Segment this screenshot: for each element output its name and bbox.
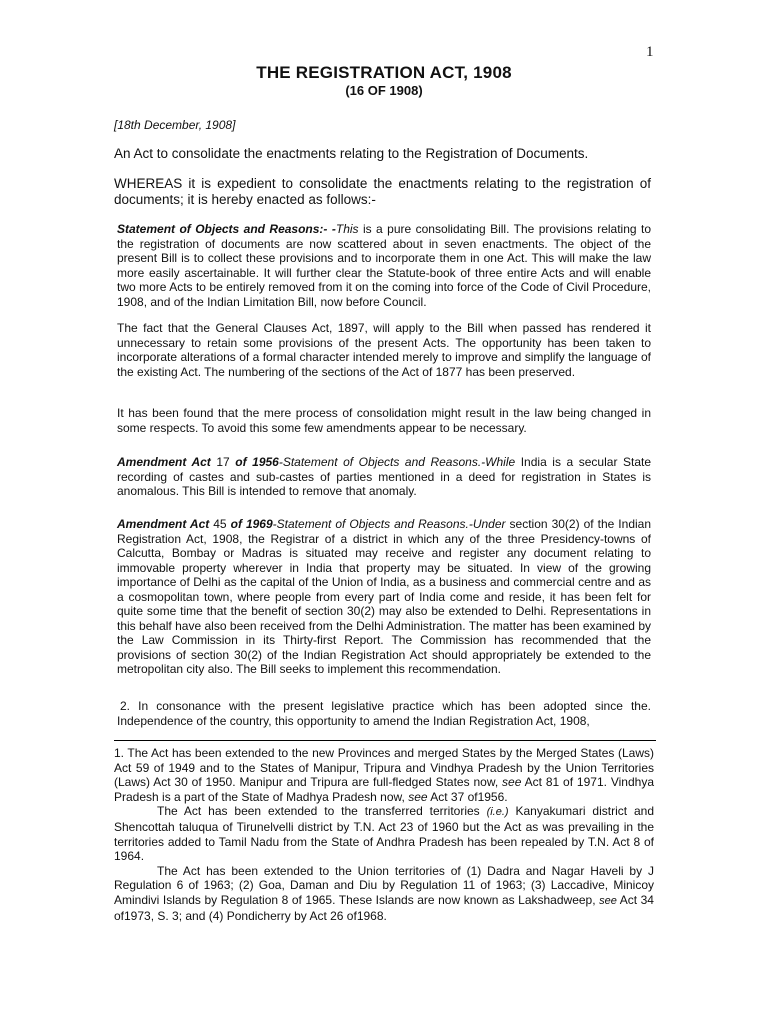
amend-1969-text: section 30(2) of the Indian Registration Act, 1908, the Registrar of a district in which any of the three Presidency-towns of Calcutta, Bombay or Madras is situated may receive and register any document relating to immovable property wherever in India that property may be situated. In view of the growing importance of Delhi as the capital of the Union of India, as a business and commercial centre and as a cosmopolitan town, where people from every part of India come and reside, it has been felt for quite some time that the benefit of section 30(2) may also be extended to Delhi. Representations in this behalf have also been received from the Delhi Administration. The matter has been examined by the Law Commission in its Thirty-first Report. The Commission has recommended that the provisions of section 30(2) of the Indian Registration Act should appropriately be extended to the metropolitan city also. The Bill seeks to implement this recommendation. (117, 517, 652, 676)
sor-lead: This (335, 222, 359, 236)
amendment-1956 (117, 455, 651, 499)
amend-1956-text: India is a secular State recording of castes and sub-castes of parties mentioned in a deed for registration in States is anomalous. This Bill is intended to remove that anomaly. (117, 455, 652, 498)
footnote-para-1 (114, 746, 654, 804)
footnote (114, 746, 654, 923)
footnote-text: 1. The Act has been extended to the new Provinces and merged States by the Merged States (Laws) Act 59 of 1949 and to the States of Manipur, Tripura and Vindhya Pradesh by the Union Territories (Laws) Act 30 of 1950. Manipur and Tripura are full-fledged States now, (114, 746, 654, 790)
footnote-text: Act 81 of 1971. Vindhya Pradesh is a part of the State of Madhya Pradesh now, (114, 775, 654, 804)
footnote-text: Kanyakumari district and Shencottah taluqua of Tirunelvelli district by T.N. Act 23 of 1960 but the Act as was prevailing in the territories added to Tamil Nadu from the State of Andhra Pradesh has been repealed by T.N. Act 8 of 1964. (114, 804, 654, 864)
footnote-para-2 (114, 804, 654, 863)
para-consolidation: It has been found that the mere process of consolidation might result in the law being changed in some respects. To avoid this some few amendments appear to be necessary. (117, 406, 651, 435)
amend-1969-label: Amendment Act (117, 517, 210, 531)
footnote-text: Act 34 of1973, S. 3; and (4) Pondicherry by Act 26 of1968. (114, 892, 654, 923)
sor-heading: Statement of Objects and Reasons:- - (117, 222, 336, 236)
footnote-text: Act 37 of1956. (427, 789, 508, 804)
amend-1969-number: 45 (209, 517, 231, 531)
statement-objects-reasons (117, 222, 651, 309)
footnote-see: see (408, 789, 428, 804)
para-general-clauses: The fact that the General Clauses Act, 1897, will apply to the Bill when passed has rendered it unnecessary to retain some provisions of the present Acts. The opportunity has been taken to incorporate alterations of a formal character intended merely to improve and simplify the language of the existing Act. The numbering of the sections of the Act of 1877 has been preserved. (117, 321, 651, 379)
document-title: THE REGISTRATION ACT, 1908 (256, 63, 512, 82)
amend-1956-number: 17 (210, 455, 236, 469)
footnote-see: see (599, 894, 617, 907)
amend-1956-label: Amendment Act (117, 455, 211, 469)
footnote-text: The Act has been extended to the Union territories of (1) Dadra and Nagar Haveli by J Regulation 6 of 1963; (2) Goa, Daman and Diu by Regulation 11 of 1963; (3) Laccadive, Minicoy Amindivi Islands by Regulation 8 of 1965. These Islands are now known as Lakshadweep, (114, 863, 654, 907)
sor-text: is a pure consolidating Bill. The provisions relating to the registration of documents are now scattered about in seven enactments. The object of the present Bill is to collect these provisions and to incorporate them in one Act. This will make the law more easily ascertainable. It will further clear the Statute-book of three entire Acts and will enable two more Acts to be entirely removed from it on the coming into force of the Code of Civil Procedure, 1908, and of the Indian Limitation Bill, now before Council. (117, 222, 651, 309)
document-subtitle: (16 OF 1908) (345, 83, 423, 98)
page-number: 1 (646, 44, 654, 60)
footnote-ie: (i.e.) (486, 806, 509, 819)
footnote-divider (114, 740, 656, 741)
para-consonance: 2. In consonance with the present legislative practice which has been adopted since the. Independence of the country, this opportunity to amend the Indian Registration Act, 1908, (117, 699, 651, 728)
enactment-date: [18th December, 1908] (114, 118, 236, 132)
amendment-1969 (117, 517, 651, 677)
footnote-text: The Act has been extended to the transferred territories (157, 804, 487, 819)
footnote-para-3 (114, 864, 654, 923)
amend-1969-year: of 1969 (230, 517, 273, 531)
amend-1969-italic: -Statement of Objects and Reasons.-Under (272, 517, 506, 531)
whereas-clause: WHEREAS it is expedient to consolidate the enactments relating to the registration of documents; it is hereby enacted as follows:- (114, 176, 651, 207)
act-intro: An Act to consolidate the enactments relating to the Registration of Documents. (114, 146, 589, 161)
amend-1956-italic: -Statement of Objects and Reasons.-While (278, 455, 516, 469)
footnote-see: see (502, 775, 522, 790)
amend-1956-year: of 1956 (235, 455, 279, 469)
